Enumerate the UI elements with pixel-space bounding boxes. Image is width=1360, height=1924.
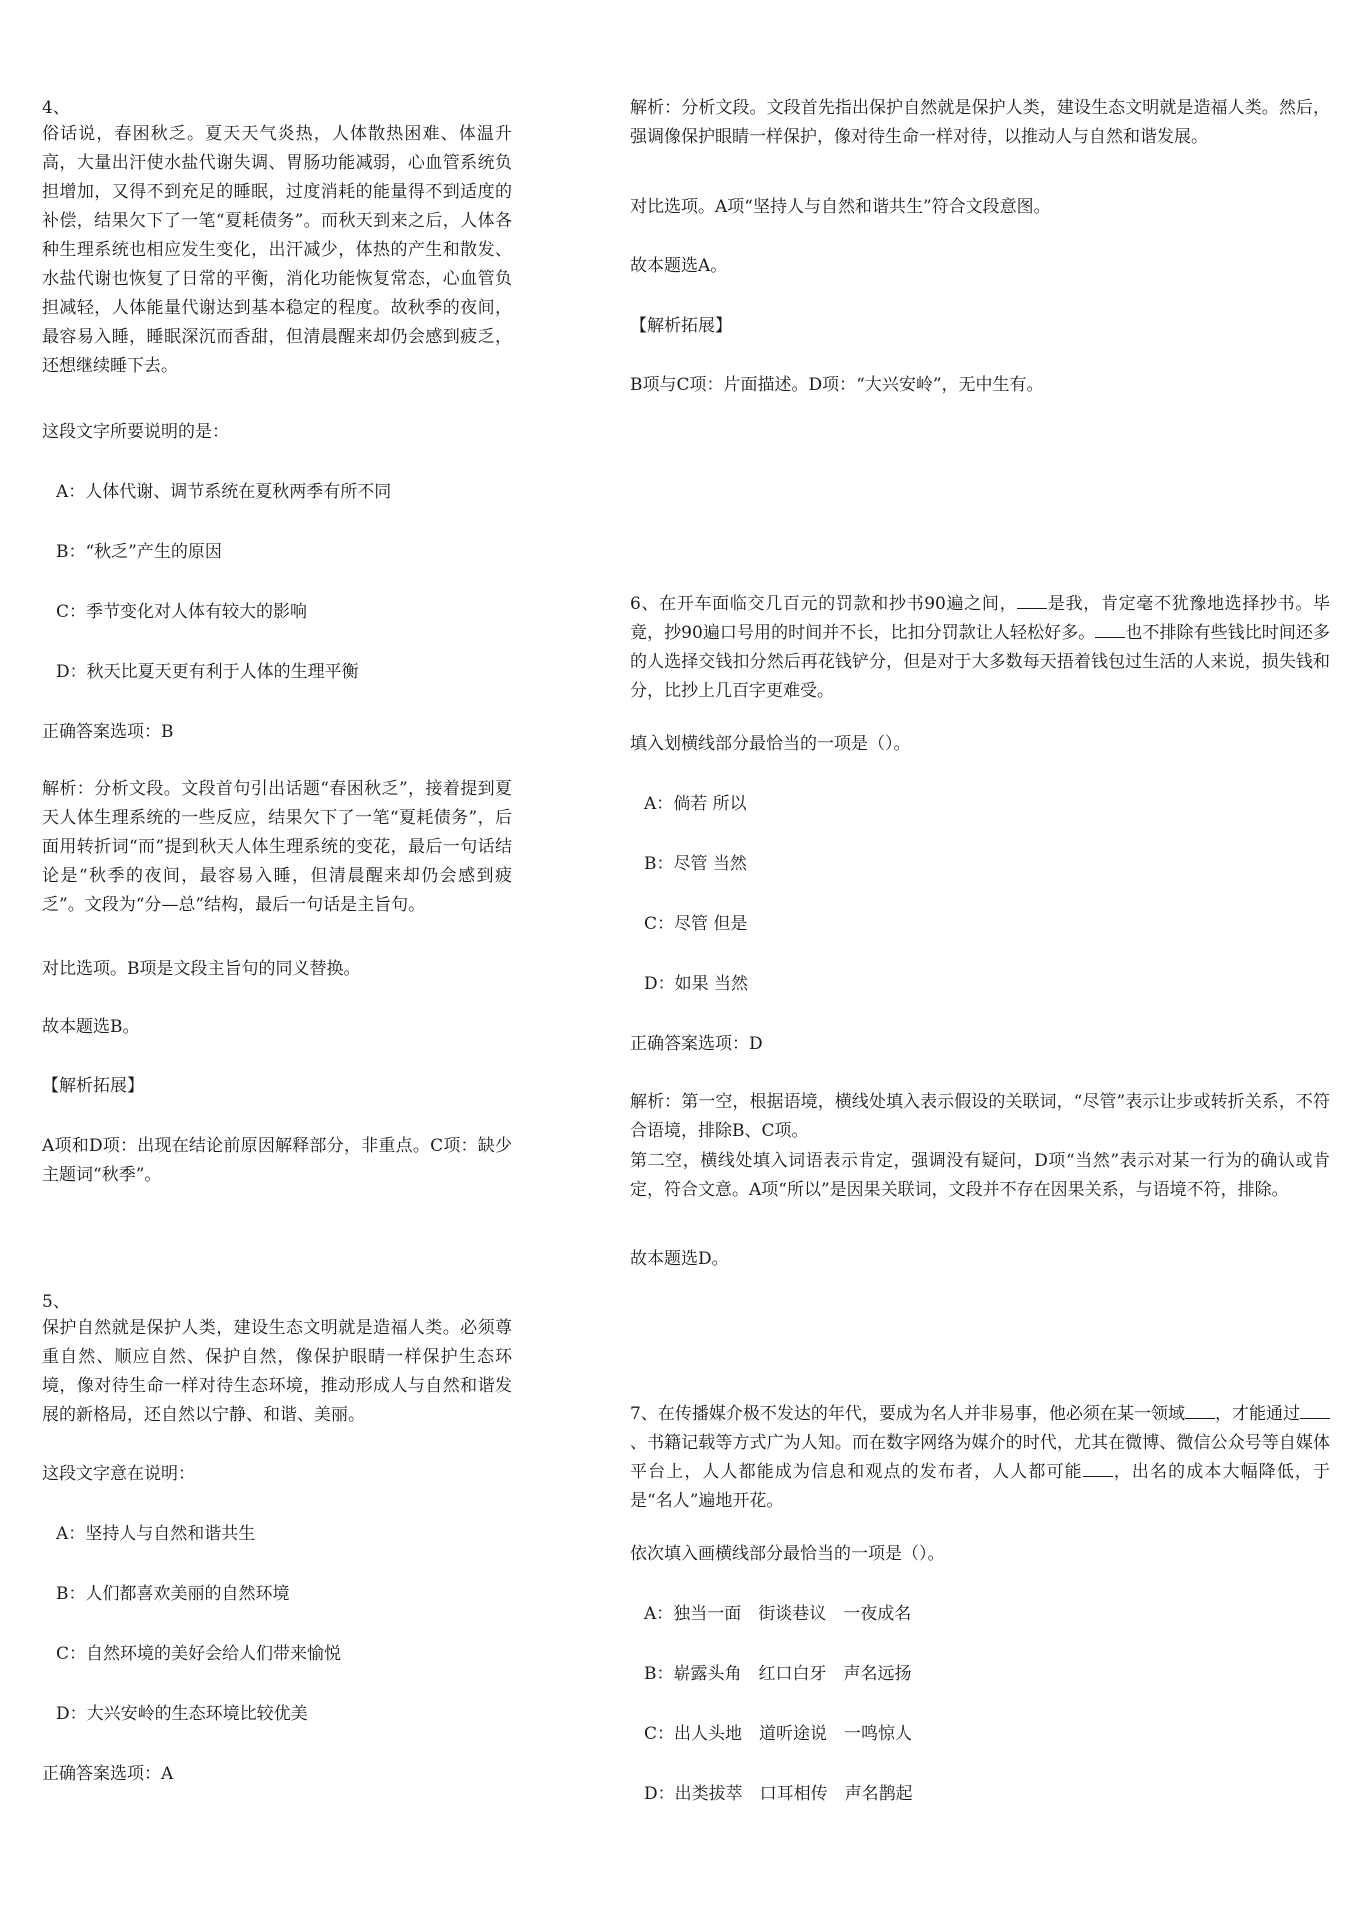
stem-part: ，才能通过 [1214,1404,1300,1424]
option-b: B：“秋乏”产生的原因 [56,542,222,562]
stem-part: 、书籍记载等方式广为人知。而在数字网络为媒介的时代，尤其在微博、微信公众号等自媒体平台上，人人都能成为信息和观点的发布者，人人都可能 [630,1433,1330,1482]
question-number: 4、 [42,98,70,118]
stem-part: 6、在开车面临交几百元的罚款和抄书90遍之间， [630,594,1018,614]
question-4 [42,96,512,381]
option-c: C：出人头地 道听途说 一鸣惊人 [644,1724,913,1744]
question-stem: 保护自然就是保护人类，建设生态文明就是造福人类。必须尊重自然、顺应自然、保护自然，像保护眼睛一样保护生态环境，像对待生命一样对待生态环境，推动形成人与自然和谐发展的新格局，还自然以宁静、和谐、美丽。 [42,1318,512,1425]
q5-conclusion: 故本题选A。 [630,256,728,276]
blank-2 [1095,620,1125,638]
correct-answer: 正确答案选项：B [42,722,174,742]
question-6-stem [630,590,1330,706]
extension-text: A项和D项：出现在结论前原因解释部分，非重点。C项：缺少主题词“秋季”。 [42,1136,512,1185]
correct-answer: 正确答案选项：D [630,1034,763,1054]
option-b: B：人们都喜欢美丽的自然环境 [56,1584,290,1604]
option-d: D：如果 当然 [644,974,749,994]
option-c: C：尽管 但是 [644,914,748,934]
option-a: A：坚持人与自然和谐共生 [56,1524,256,1544]
option-d: D：大兴安岭的生态环境比较优美 [56,1704,308,1724]
q5-comparison: 对比选项。A项“坚持人与自然和谐共生”符合文段意图。 [630,197,1051,217]
analysis: 解析：分析文段。文段首句引出话题“春困秋乏”，接着提到夏天人体生理系统的一些反应，结果欠下了一笔“夏耗债务”，后面用转折词“而”提到秋天人体生理系统的变花，最后一句话结论是“秋季的夜间，最容易入睡，但清晨醒来却仍会感到疲乏”。文段为“分—总”结构，最后一句话是主旨句。 [42,779,512,915]
option-c: C：自然环境的美好会给人们带来愉悦 [56,1644,342,1664]
correct-answer: 正确答案选项：A [42,1764,174,1784]
extension-title: 【解析拓展】 [42,1076,144,1096]
option-a: A：人体代谢、调节系统在夏秋两季有所不同 [56,482,392,502]
question-prompt: 填入划横线部分最恰当的一项是（）。 [630,734,911,754]
question-7-stem [630,1400,1330,1516]
question-5 [42,1290,512,1430]
stem-part: 是我，肯定毫不犹豫地选择抄书。毕竟，抄90遍口号用的时间并不长，比扣分罚款让人轻松好多。 [630,594,1331,643]
blank-2 [1300,1401,1330,1419]
option-b: B：崭露头角 红口白牙 声名远扬 [644,1664,912,1684]
comparison: 对比选项。B项是文段主旨句的同义替换。 [42,959,361,979]
conclusion: 故本题选B。 [42,1017,140,1037]
stem-part: ，出名的成本大幅降低，于是“名人”遍地开花。 [630,1462,1331,1511]
question-prompt: 这段文字所要说明的是： [42,422,229,442]
option-d: D：秋天比夏天更有利于人体的生理平衡 [56,662,359,682]
option-d: D：出类拔萃 口耳相传 声名鹊起 [644,1784,913,1804]
question-prompt: 依次填入画横线部分最恰当的一项是（）。 [630,1544,945,1564]
option-a: A：独当一面 街谈巷议 一夜成名 [644,1604,912,1624]
stem-part: 也不排除有些钱比时间还多的人选择交钱扣分然后再花钱铲分，但是对于大多数每天捂着钱包过生活的人来说，损失钱和分，比抄上几百字更难受。 [630,623,1330,701]
stem-part: 7、在传播媒介极不发达的年代，要成为名人并非易事，他必须在某一领域 [630,1404,1185,1424]
analysis-continued: 第二空，横线处填入词语表示肯定，强调没有疑问，D项“当然”表示对某一行为的确认或肯定，符合文意。A项“所以”是因果关联词，文段并不存在因果关系，与语境不符，排除。 [630,1151,1330,1200]
blank-1 [1017,591,1047,609]
option-a: A：倘若 所以 [644,794,747,814]
conclusion: 故本题选D。 [630,1249,729,1269]
question-number: 5、 [42,1292,70,1312]
option-b: B：尽管 当然 [644,854,747,874]
q5-extension-title: 【解析拓展】 [630,316,732,336]
blank-1 [1185,1401,1215,1419]
q5-extension-text: B项与C项：片面描述。D项：“大兴安岭”，无中生有。 [630,375,1044,395]
option-c: C：季节变化对人体有较大的影响 [56,602,308,622]
question-prompt: 这段文字意在说明： [42,1464,195,1484]
question-stem: 俗话说，春困秋乏。夏天天气炎热，人体散热困难、体温升高，大量出汗使水盐代谢失调、胃肠功能减弱，心血管系统负担增加，又得不到充足的睡眠，过度消耗的能量得不到适度的补偿，结果欠下了一笔“夏耗债务”。而秋天到来之后，人体各种生理系统也相应发生变化，出汗减少，体热的产生和散发、水盐代谢也恢复了日常的平衡，消化功能恢复常态，心血管负担减轻，人体能量代谢达到基本稳定的程度。故秋季的夜间，最容易入睡，睡眠深沉而香甜，但清晨醒来却仍会感到疲乏，还想继续睡下去。 [42,124,512,376]
blank-3 [1083,1459,1113,1477]
analysis: 解析：第一空，根据语境，横线处填入表示假设的关联词，“尽管”表示让步或转折关系，不符合语境，排除B、C项。 [630,1092,1330,1141]
q5-analysis: 解析：分析文段。文段首先指出保护自然就是保护人类，建设生态文明就是造福人类。然后，强调像保护眼睛一样保护，像对待生命一样对待，以推动人与自然和谐发展。 [630,98,1330,147]
